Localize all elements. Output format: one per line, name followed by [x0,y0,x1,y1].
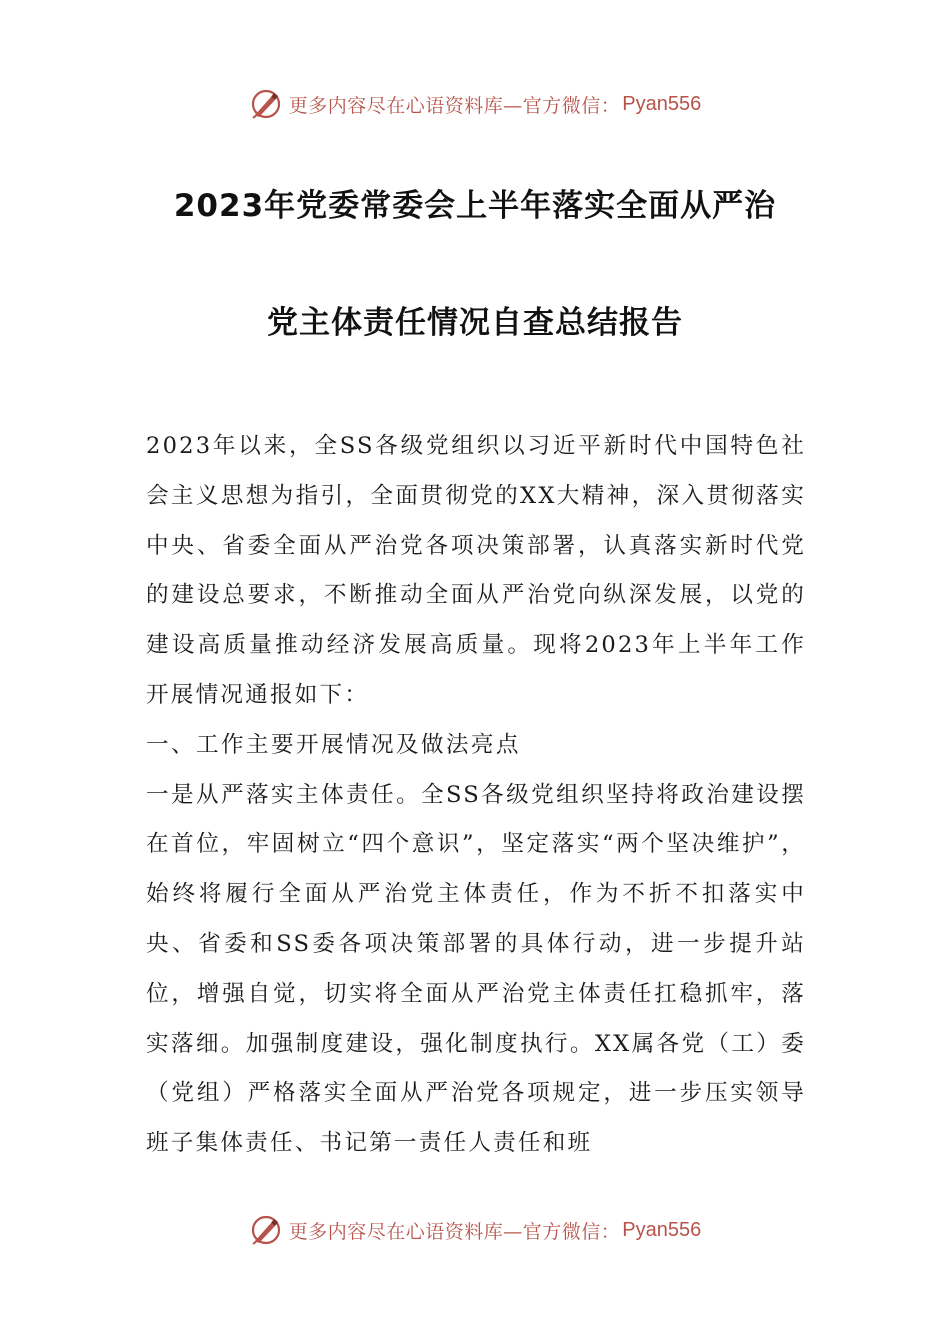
pen-logo-icon [249,87,283,121]
document-title-line-1: 2023年党委常委会上半年落实全面从严治 [173,188,777,224]
banner-wechat-handle: Pyan556 [622,92,702,115]
section-heading: 一、工作主要开展情况及做法亮点 [146,731,521,758]
intro-paragraph: 2023年以来，全SS各级党组织以习近平新时代中国特色社会主义思想为指引，全面贯彻党的XX大精神，深入贯彻落实中央、省委全面从严治党各项决策部署，认真落实新时代党的建设总要求，不断推动全面从严治党向纵深发展，以党的建设高质量推动经济发展高质量。现将2023年上半年工作开展情况通报如下： [146,433,806,708]
document-title-line-2: 党主体责任情况自查总结报告 [267,305,683,341]
banner-slogan: 更多内容尽在心语资料库—官方微信： [288,1220,621,1243]
footer-banner [0,1210,950,1250]
document-body [146,422,806,1169]
banner-slogan: 更多内容尽在心语资料库—官方微信： [288,94,621,117]
header-banner [0,84,950,124]
banner-wechat-handle: Pyan556 [622,1218,702,1241]
body-paragraph: 一是从严落实主体责任。全SS各级党组织坚持将政治建设摆在首位，牢固树立“四个意识”，坚定落实“两个坚决维护”，始终将履行全面从严治党主体责任，作为不折不扣落实中央、省委和SS委各项决策部署的具体行动，进一步提升站位，增强自觉，切实将全面从严治党主体责任扛稳抓牢，落实落细。加强制度建设，强化制度执行。XX属各党（工）委（党组）严格落实全面从严治党各项规定，进一步压实领导班子集体责任、书记第一责任人责任和班 [146,781,806,1157]
pen-logo-icon [249,1213,283,1247]
